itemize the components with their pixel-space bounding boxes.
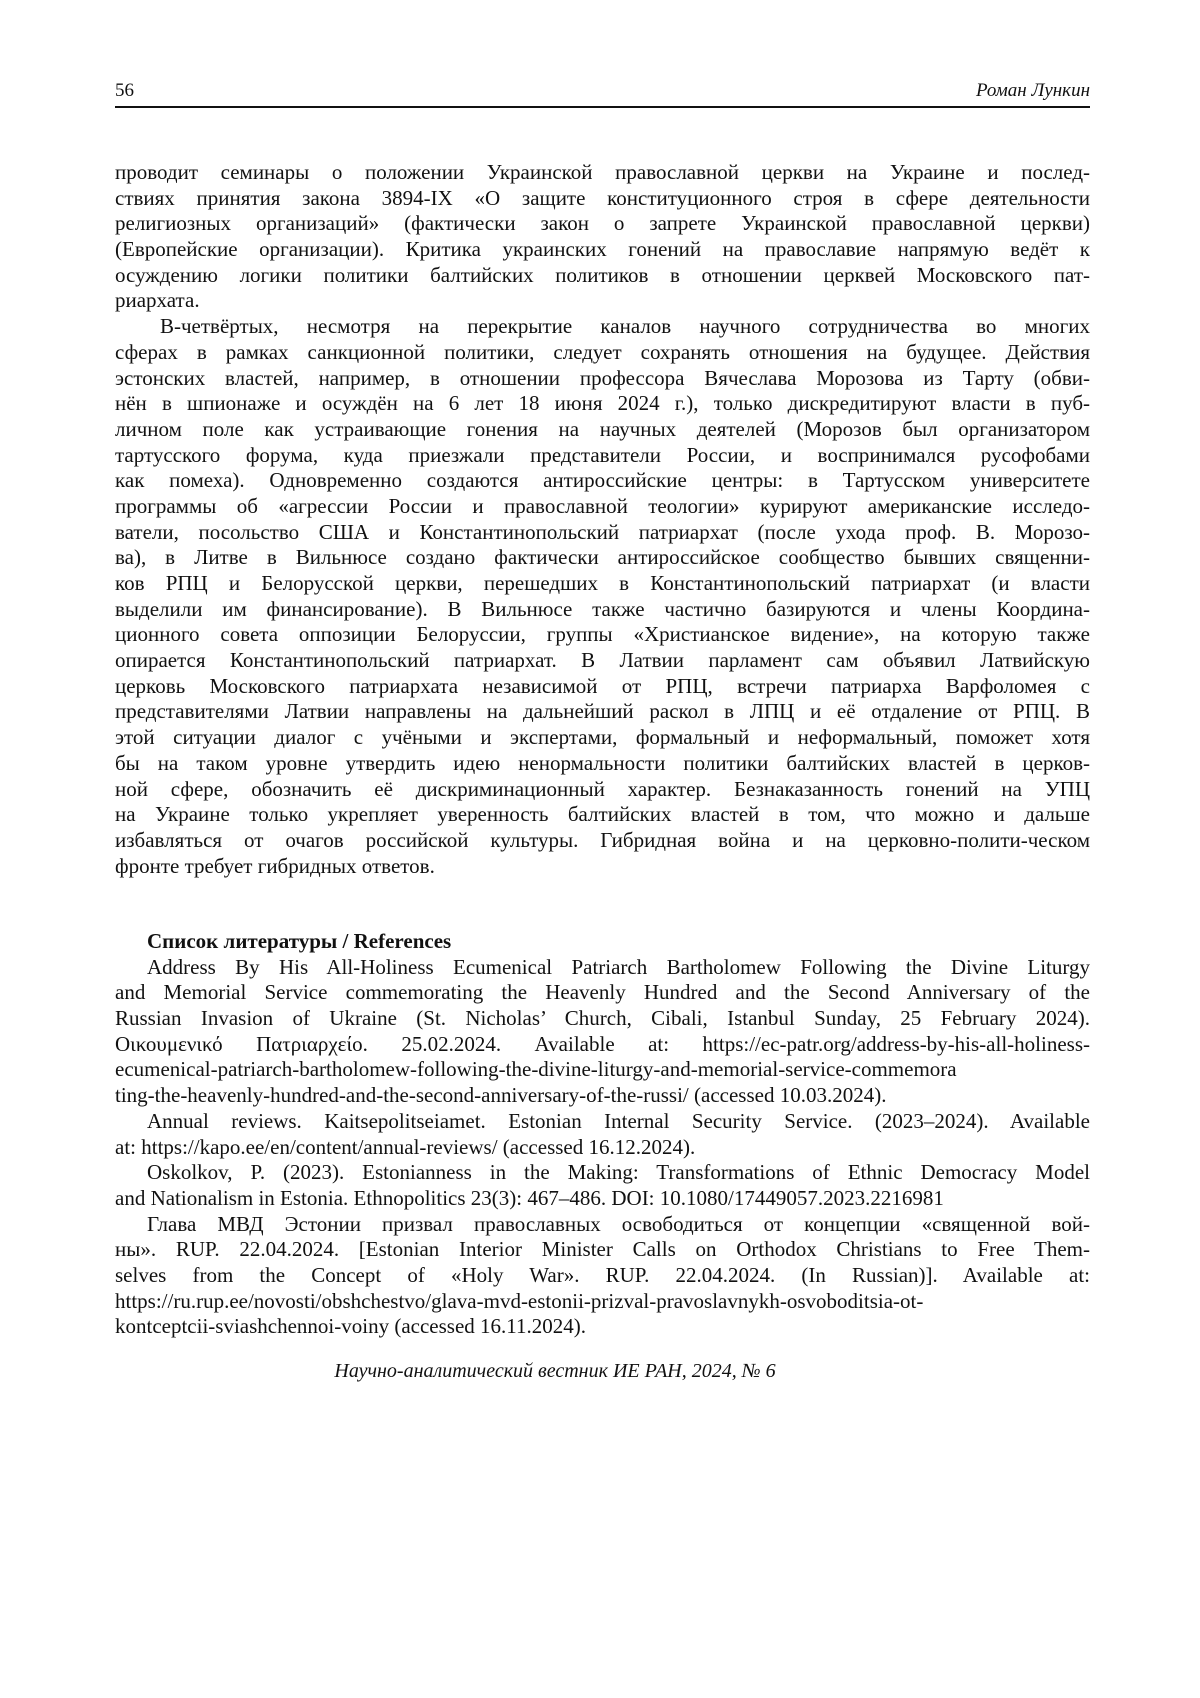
text-line: ting-the-heavenly-hundred-and-the-second-anniversary-of-the-russi/ (accessed 10.03.2024). — [115, 1083, 887, 1108]
text-line: ционного совета оппозиции Белоруссии, группы «Христианское видение», на которую также — [115, 622, 1090, 647]
text-line: https://ru.rup.ee/novosti/obshchestvo/glava-mvd-estonii-prizval-pravoslavnykh-osvoboditsia-ot- — [115, 1288, 924, 1313]
running-author: Роман Лункин — [975, 80, 1090, 101]
references-section — [115, 929, 1090, 1340]
text-line: осуждению логики политики балтийских политиков в отношении церквей Московского пат- — [115, 262, 1090, 287]
text-line: ной сфере, обозначить её дискриминационный характер. Безнаказанность гонений на УПЦ — [115, 776, 1090, 801]
text-line: бы на таком уровне утвердить идею ненормальности политики балтийских властей в церков- — [115, 750, 1090, 775]
text-line: Address By His All-Holiness Ecumenical Patriarch Bartholomew Following the Divine Liturgy — [147, 954, 1090, 979]
text-line: selves from the Concept of «Holy War». RUP. 22.04.2024. (In Russian)]. Available at: — [115, 1262, 1090, 1287]
text-line: нён в шпионаже и осуждён на 6 лет 18 июня 2024 г.), только дискредитируют власти в пуб- — [115, 391, 1090, 416]
journal-footer: Научно-аналитический вестник ИЕ РАН, 2024, № 6 — [334, 1360, 776, 1382]
text-line: личном поле как устраивающие гонения на научных деятелей (Морозов был организатором — [115, 416, 1090, 441]
reference-item — [115, 1212, 1090, 1340]
running-header — [115, 80, 1090, 102]
text-line: В-четвёртых, несмотря на перекрытие каналов научного сотрудничества во многих — [160, 314, 1090, 339]
reference-item — [115, 1109, 1090, 1160]
references-heading: Список литературы / References — [147, 929, 452, 953]
text-line: опирается Константинопольский патриархат. В Латвии парламент сам объявил Латвийскую — [115, 648, 1090, 673]
paragraph — [115, 160, 1090, 314]
text-line: как помеха). Одновременно создаются антироссийские центры: в Тартусском университете — [115, 468, 1090, 493]
text-line: (Европейские организации). Критика украинских гонений на православие напрямую ведёт к — [115, 237, 1090, 262]
text-line: ствиях принятия закона 3894-IX «О защите конституционного строя в сфере деятельности — [115, 185, 1090, 210]
text-line: ватели, посольство США и Константинопольский патриархат (после ухода проф. В. Морозо- — [115, 519, 1090, 544]
text-line: ков РПЦ и Белорусской церкви, перешедших в Константинопольский патриархат (и власти — [115, 571, 1090, 595]
text-line: kontceptcii-sviashchennoi-voiny (accessed 16.11.2024). — [115, 1314, 587, 1339]
text-line: ва), в Литве в Вильнюсе создано фактически антироссийское сообщество бывших священни- — [115, 545, 1090, 570]
text-line: Russian Invasion of Ukraine (St. Nicholas’ Church, Cibali, Istanbul Sunday, 25 February 2024). — [115, 1006, 1090, 1031]
text-line: Глава МВД Эстонии призвал православных освободиться от концепции «священной вой- — [147, 1211, 1090, 1236]
text-line: at: https://kapo.ee/en/content/annual-reviews/ (accessed 16.12.2024). — [115, 1134, 696, 1159]
text-line: Οικουμενικό Πατριαρχείο. 25.02.2024. Available at: https://ec-patr.org/address-by-his-all-holiness- — [115, 1031, 1090, 1056]
page-number: 56 — [115, 80, 134, 101]
text-line: фронте требует гибридных ответов. — [115, 853, 435, 878]
paragraph — [115, 314, 1090, 879]
text-line: религиозных организаций» (фактически закон о запрете Украинской православной церкви) — [115, 211, 1090, 236]
text-line: избавляться от очагов российской культуры. Гибридная война и на церковно-полити-ческом — [115, 827, 1090, 852]
text-line: Oskolkov, P. (2023). Estonianness in the Making: Transformations of Ethnic Democracy Model — [147, 1160, 1090, 1185]
text-line: тартусского форума, куда приезжали представители России, и воспринимался русофобами — [115, 442, 1090, 467]
text-line: этой ситуации диалог с учёными и экспертами, формальный и неформальный, поможет хотя — [115, 725, 1090, 750]
text-line: представителями Латвии направлены на дальнейший раскол в ЛПЦ и её отдаление от РПЦ. В — [115, 699, 1090, 724]
text-line: программы об «агрессии России и православной теологии» курируют американские исследо- — [115, 493, 1090, 518]
text-line: церковь Московского патриархата независимой от РПЦ, встречи патриарха Варфоломея с — [115, 673, 1090, 698]
text-line: сферах в рамках санкционной политики, следует сохранять отношения на будущее. Действия — [115, 339, 1090, 364]
text-line: Annual reviews. Kaitsepolitseiamet. Estonian Internal Security Service. (2023–2024). Available — [147, 1108, 1090, 1133]
reference-item — [115, 955, 1090, 1109]
text-line: and Memorial Service commemorating the Heavenly Hundred and the Second Anniversary of the — [115, 980, 1090, 1005]
reference-item — [115, 1160, 1090, 1211]
header-rule — [115, 106, 1090, 108]
text-line: риархата. — [115, 288, 200, 313]
text-line: выделили им финансирование). В Вильнюсе также частично базируются и члены Координа- — [115, 596, 1090, 621]
text-line: эстонских властей, например, в отношении профессора Вячеслава Морозова из Тарту (обви- — [115, 365, 1090, 390]
body-text — [115, 160, 1090, 879]
text-line: проводит семинары о положении Украинской православной церкви на Украине и послед- — [115, 160, 1090, 184]
text-line: ecumenical-patriarch-bartholomew-following-the-divine-liturgy-and-memorial-service-commemora — [115, 1057, 957, 1082]
text-line: на Украине только укрепляет уверенность балтийских властей в том, что можно и дальше — [115, 802, 1090, 827]
text-line: ны». RUP. 22.04.2024. [Estonian Interior Minister Calls on Orthodox Christians to Free Them- — [115, 1237, 1090, 1262]
text-line: and Nationalism in Estonia. Ethnopolitics 23(3): 467–486. DOI: 10.1080/17449057.2023.2216981 — [115, 1185, 944, 1210]
